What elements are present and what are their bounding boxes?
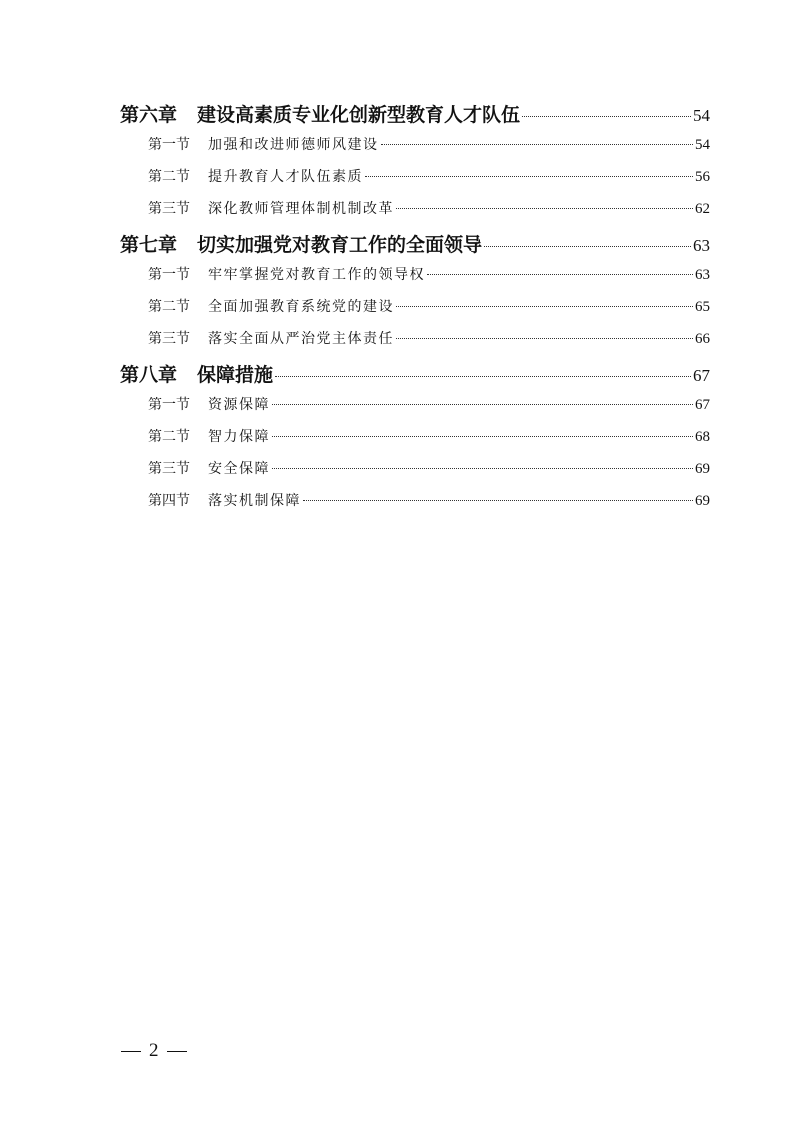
toc-chapter-7[interactable] [120,230,710,264]
section-number: 第二节 [148,299,190,315]
chapter-number: 第七章 [120,234,178,256]
section-page-number: 56 [695,169,710,185]
dot-leader [381,144,694,145]
toc-section-7-3[interactable] [120,328,710,360]
toc-section-8-4[interactable] [120,490,710,522]
section-label [148,264,425,284]
section-number: 第一节 [148,397,190,413]
section-label [148,426,270,446]
dot-leader [522,116,691,117]
dot-leader [275,376,691,377]
chapter-title: 切实加强党对教育工作的全面领导 [197,234,483,256]
dot-leader [396,208,693,209]
section-title: 提升教育人才队伍素质 [208,169,363,185]
section-number: 第二节 [148,169,190,185]
section-page-number: 68 [695,429,710,445]
dot-leader [272,436,693,437]
footer-dash-left [121,1051,141,1052]
section-page-number: 69 [695,493,710,509]
toc-section-6-1[interactable] [120,134,710,166]
section-label [148,394,270,414]
footer-page-number: 2 [149,1040,159,1061]
section-label [148,458,270,478]
section-title: 安全保障 [208,461,270,477]
section-label [148,166,363,186]
dot-leader [365,176,693,177]
chapter-page-number: 54 [693,106,710,125]
toc-section-6-3[interactable] [120,198,710,230]
section-page-number: 65 [695,299,710,315]
dot-leader [484,246,691,247]
section-label [148,328,394,348]
section-label [148,490,301,510]
toc-chapter-8[interactable] [120,360,710,394]
section-number: 第二节 [148,429,190,445]
section-title: 落实机制保障 [208,493,301,509]
section-title: 深化教师管理体制机制改革 [208,201,394,217]
dot-leader [396,306,693,307]
section-page-number: 63 [695,267,710,283]
page-footer [121,1040,187,1062]
section-title: 加强和改进师德师风建设 [208,137,379,153]
section-number: 第一节 [148,137,190,153]
chapter-label [120,360,273,387]
section-title: 全面加强教育系统党的建设 [208,299,394,315]
section-label [148,296,394,316]
section-page-number: 67 [695,397,710,413]
toc-chapter-6[interactable] [120,100,710,134]
dot-leader [427,274,693,275]
toc-section-6-2[interactable] [120,166,710,198]
section-page-number: 69 [695,461,710,477]
chapter-label [120,230,482,257]
section-page-number: 66 [695,331,710,347]
section-number: 第三节 [148,201,190,217]
chapter-page-number: 67 [693,366,710,385]
chapter-number: 第八章 [120,364,178,386]
table-of-contents [120,100,710,522]
chapter-title: 保障措施 [197,364,274,386]
section-title: 智力保障 [208,429,270,445]
dot-leader [272,404,693,405]
section-label [148,198,394,218]
section-number: 第一节 [148,267,190,283]
chapter-number: 第六章 [120,104,178,126]
section-title: 牢牢掌握党对教育工作的领导权 [208,267,425,283]
section-title: 资源保障 [208,397,270,413]
dot-leader [272,468,693,469]
toc-section-8-1[interactable] [120,394,710,426]
section-number: 第三节 [148,331,190,347]
section-number: 第三节 [148,461,190,477]
section-label [148,134,379,154]
toc-section-8-3[interactable] [120,458,710,490]
section-title: 落实全面从严治党主体责任 [208,331,394,347]
dot-leader [396,338,693,339]
toc-section-7-2[interactable] [120,296,710,328]
toc-section-8-2[interactable] [120,426,710,458]
chapter-page-number: 63 [693,236,710,255]
section-number: 第四节 [148,493,190,509]
dot-leader [303,500,693,501]
section-page-number: 54 [695,137,710,153]
section-page-number: 62 [695,201,710,217]
footer-dash-right [167,1051,187,1052]
chapter-title: 建设高素质专业化创新型教育人才队伍 [197,104,521,126]
toc-section-7-1[interactable] [120,264,710,296]
chapter-label [120,100,520,127]
